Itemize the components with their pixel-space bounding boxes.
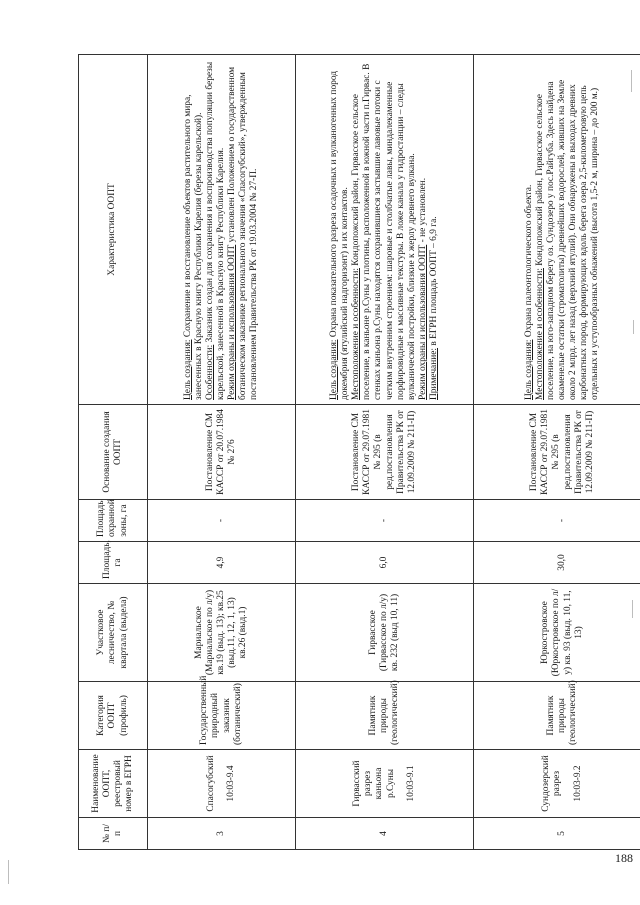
scan-edge-mark — [631, 70, 632, 92]
cell-character — [474, 55, 640, 405]
table-header-row — [79, 55, 148, 850]
purpose-label: Цель создания: — [329, 339, 340, 400]
cell-location: Гирвасское (Гирвасское по л/у) кв. 232 (выд 10, 11) — [296, 584, 474, 682]
cell-location: Мариальское (Мариальское по л/у) кв.19 (выд. 13); кв.25 (выд.11, 12, 1, 13) кв.26 (выд.1) — [148, 584, 296, 682]
note-text: в ЕГРН площадь ООПТ – 6,9 га. — [428, 216, 439, 348]
header-buffer: Площадь охранной зоны, га — [79, 500, 148, 542]
note-label: Примечание: — [428, 347, 439, 400]
cell-category: Памятник природы (геологический) — [296, 682, 474, 750]
regime-text: - не установлен. — [417, 177, 428, 245]
regime-label: Режим охраны и использования ООПТ — [417, 244, 428, 400]
cell-name — [148, 750, 296, 818]
location-text: Кондопожский район, Гирвасское сельское поселение, в каньоне р.Суны у плотины, расположенной в южной части п.Гирвас. В стенках каньона р.Суны находятся сохранившиеся застывшие лавовые потоки с четким внутренним строением: шаровые и столбчатые лавы, миндалекаменные порфировидные и массивные текстуры. В ложе канала у гидростанции – следы вулканической постройки, близкие к жерлу древнего вулкана. — [351, 63, 417, 400]
area-name: Сундозерский разрез — [541, 755, 563, 812]
header-basis: Основание создания ООПТ — [79, 405, 148, 500]
area-name: Спасогубский — [205, 755, 216, 812]
registry-number: 10:03-9.1 — [405, 765, 416, 802]
cell-location: Юркостровское (Юркостровское по л/у) кв. 93 (выд. 10, 11, 13) — [474, 584, 640, 682]
area-name: Гирвасский разрез каньона р.Суны — [352, 760, 396, 807]
cell-num: 3 — [148, 818, 296, 850]
header-character: Характеристика ООПТ — [79, 55, 148, 405]
cell-area: 6,0 — [296, 542, 474, 584]
cell-buffer: - — [474, 500, 640, 542]
purpose-text: Охрана палеонтологического объекта. — [523, 184, 534, 340]
table-row — [474, 55, 640, 850]
cell-character — [148, 55, 296, 405]
cell-area: 4,9 — [148, 542, 296, 584]
location-text: Кондопожский район, Гирвасское сельское поселение, на юго-западном берегу оз. Сундозеро у пос.Райгуба. Здесь найдена окаменелые остатки (строматолиты) древнейших водорослей, живших на Земле около 2 млрд. лет назад (верхний ятулий). Они обнаружены в выходах древних карбонатных пород, формирующих вдоль берега озера 2,5-километровую цепь отдельных и уступообразных обнажений (высота 1,5-2 м, ширина – до 200 м.) — [534, 79, 601, 400]
regime-label: Режим охраны и использования ООПТ — [227, 244, 238, 400]
registry-number: 10:03-9.2 — [572, 765, 583, 802]
header-category: Категория ООПТ (профиль) — [79, 682, 148, 750]
cell-buffer: - — [296, 500, 474, 542]
protected-areas-table — [78, 54, 640, 850]
cell-character — [296, 55, 474, 405]
header-num: № п/п — [79, 818, 148, 850]
cell-num: 4 — [296, 818, 474, 850]
purpose-text: Охрана показательного разреза осадочных и вулканогенных пород докембрия (ятулийский надгоризонт) и их контактов. — [329, 70, 351, 400]
registry-number: 10:03-9.4 — [226, 765, 236, 802]
header-location: Участковое лесничество, № квартала (выдела) — [79, 584, 148, 682]
cell-name — [296, 750, 474, 818]
cell-buffer: - — [148, 500, 296, 542]
cell-name — [474, 750, 640, 818]
cell-area: 30,0 — [474, 542, 640, 584]
location-label: Местоположение и особенности: — [351, 268, 362, 400]
purpose-text: Сохранение и восстановление объектов растительного мира, занесенных в Красную книгу Республики Карелия (березы карельской). — [182, 94, 204, 400]
cell-category: Государственный природный заказник (ботанический) — [148, 682, 296, 750]
scan-edge-mark — [633, 320, 634, 334]
table-row — [148, 55, 296, 850]
features-label: Особенности: — [204, 344, 215, 400]
purpose-label: Цель создания: — [182, 339, 193, 400]
cell-category: Памятник природы (геологический) — [474, 682, 640, 750]
header-name: Наименование ООПТ, реестровый номер в ЕГРН — [79, 750, 148, 818]
features-text: Заказник создан для сохранения и воспроизводства популяции березы карельской, занесенной в Красную книгу Республики Карелия. — [204, 61, 226, 400]
regime-text: установлен Положением о государственном ботаническом заказнике регионального значения «Спасогубский», утвержденным постановлением Правительства РК от 19.03.2004 № 27-П. — [227, 66, 260, 400]
location-label: Местоположение и особенности: — [534, 268, 545, 400]
table-row — [296, 55, 474, 850]
cell-num: 5 — [474, 818, 640, 850]
cell-basis: Постановление СМ КАССР от 29.07.1981 № 295 (в ред.постановления Правительства РК от 12.09.2009 № 211-П) — [296, 405, 474, 500]
cell-basis: Постановление СМ КАССР от 20.07.1984 № 276 — [148, 405, 296, 500]
scan-edge-mark — [632, 600, 633, 618]
scan-edge-mark — [8, 860, 9, 884]
purpose-label: Цель создания: — [523, 339, 534, 400]
page-number: 188 — [615, 851, 633, 865]
header-area: Площадь, га — [79, 542, 148, 584]
cell-basis: Постановление СМ КАССР от 29.07.1981 № 295 (в ред.постановления Правительства РК от 12.09.2009 № 211-П) — [474, 405, 640, 500]
